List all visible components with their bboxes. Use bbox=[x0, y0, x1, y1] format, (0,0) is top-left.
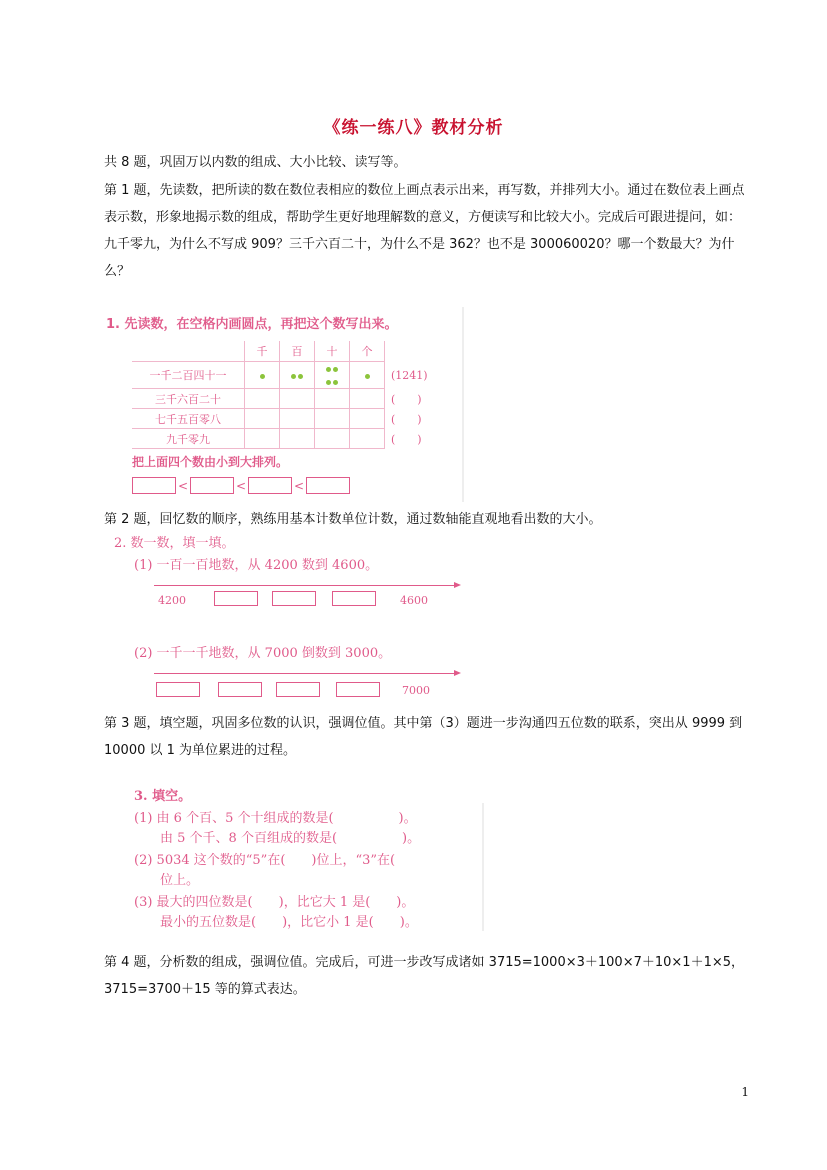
dot-cell bbox=[315, 362, 350, 389]
dot-cell bbox=[350, 362, 385, 389]
row-label: 七千五百零八 bbox=[132, 409, 245, 429]
answer-box bbox=[132, 477, 176, 494]
less-than-sign: < bbox=[235, 478, 247, 493]
row-answer: ( ) bbox=[391, 412, 422, 426]
number-line-start: 4200 bbox=[158, 594, 186, 607]
exercise2-part1: (1) 一百一百地数，从 4200 数到 4600。 bbox=[134, 558, 379, 573]
table-row bbox=[132, 429, 451, 449]
number-line-end: 7000 bbox=[402, 684, 430, 697]
table-row bbox=[132, 362, 451, 389]
answer-box bbox=[214, 591, 258, 606]
header-thousands: 千 bbox=[245, 341, 280, 362]
less-than-sign: < bbox=[293, 478, 305, 493]
less-than-sign: < bbox=[177, 478, 189, 493]
header-tens: 十 bbox=[315, 341, 350, 362]
number-line-end: 4600 bbox=[400, 594, 428, 607]
exercise3-line: (2) 5034 这个数的“5”在( )位上，“3”在( bbox=[134, 853, 409, 868]
answer-box bbox=[272, 591, 316, 606]
exercise3-question: 3. 填空。 bbox=[134, 789, 192, 804]
header-hundreds: 百 bbox=[280, 341, 315, 362]
row-label: 一千二百四十一 bbox=[132, 362, 245, 389]
answer-box bbox=[218, 682, 262, 697]
row-label: 九千零九 bbox=[132, 429, 245, 449]
number-line-1 bbox=[154, 585, 454, 586]
row-answer: ( ) bbox=[391, 432, 422, 446]
table-row bbox=[132, 389, 451, 409]
sort-boxes bbox=[132, 475, 350, 493]
exercise2-part2: (2) 一千一千地数，从 7000 倒数到 3000。 bbox=[134, 646, 392, 661]
answer-box bbox=[332, 591, 376, 606]
place-value-table bbox=[132, 341, 451, 449]
sort-instruction: 把上面四个数由小到大排列。 bbox=[132, 455, 289, 469]
dot-cell bbox=[280, 362, 315, 389]
arrow-icon bbox=[454, 582, 461, 588]
answer-box bbox=[336, 682, 380, 697]
exercise2-question: 2. 数一数，填一填。 bbox=[114, 536, 235, 551]
exercise3-figure bbox=[104, 783, 484, 933]
exercise3-line: (3) 最大的四位数是( )，比它大 1 是( )。 bbox=[134, 895, 415, 910]
q1-analysis: 第 1 题，先读数，把所读的数在数位表相应的数位上画点表示出来，再写数，并排列大小。通过在数位表上画点表示数，形象地揭示数的组成，帮助学生更好地理解数的意义，方便读写和比较大小。完成后可跟进提问，如：九千零九，为什么不写成 909？三千六百二十，为什么不是 362？也不是 300060020？哪一个数最大？为什么？ bbox=[104, 183, 745, 279]
page-title: 《练一练八》教材分析 bbox=[323, 118, 504, 138]
answer-box bbox=[306, 477, 350, 494]
answer-box bbox=[190, 477, 234, 494]
answer-box bbox=[156, 682, 200, 697]
answer-box bbox=[276, 682, 320, 697]
arrow-icon bbox=[454, 670, 461, 676]
exercise3-line: 最小的五位数是( )，比它小 1 是( )。 bbox=[160, 915, 418, 930]
number-line-2 bbox=[154, 673, 454, 674]
q3-analysis: 第 3 题，填空题，巩固多位数的认识，强调位值。其中第（3）题进一步沟通四五位数的联系，突出从 9999 到 10000 以 1 为单位累进的过程。 bbox=[104, 716, 743, 758]
exercise3-line: 位上。 bbox=[160, 873, 200, 888]
exercise1-figure bbox=[104, 307, 464, 502]
q2-analysis: 第 2 题，回忆数的顺序，熟练用基本计数单位计数，通过数轴能直观地看出数的大小。 bbox=[104, 512, 602, 527]
exercise3-line: (1) 由 6 个百、5 个十组成的数是( )。 bbox=[134, 811, 417, 826]
row-answer: (1241) bbox=[391, 368, 428, 382]
exercise1-question: 1. 先读数，在空格内画圆点，再把这个数写出来。 bbox=[106, 317, 398, 332]
answer-box bbox=[248, 477, 292, 494]
row-label: 三千六百二十 bbox=[132, 389, 245, 409]
table-row bbox=[132, 409, 451, 429]
header-ones: 个 bbox=[350, 341, 385, 362]
row-answer: ( ) bbox=[391, 392, 422, 406]
q4-analysis: 第 4 题，分析数的组成，强调位值。完成后，可进一步改写成诸如 3715=1000×3＋100×7＋10×1＋1×5，3715=3700＋15 等的算式表达。 bbox=[104, 955, 745, 997]
exercise3-line: 由 5 个千、8 个百组成的数是( )。 bbox=[160, 831, 421, 846]
intro-paragraph: 共 8 题，巩固万以内数的组成、大小比较、读写等。 bbox=[104, 155, 407, 170]
dot-cell bbox=[245, 362, 280, 389]
page-number: 1 bbox=[741, 1085, 749, 1099]
exercise2-figure bbox=[104, 530, 464, 700]
